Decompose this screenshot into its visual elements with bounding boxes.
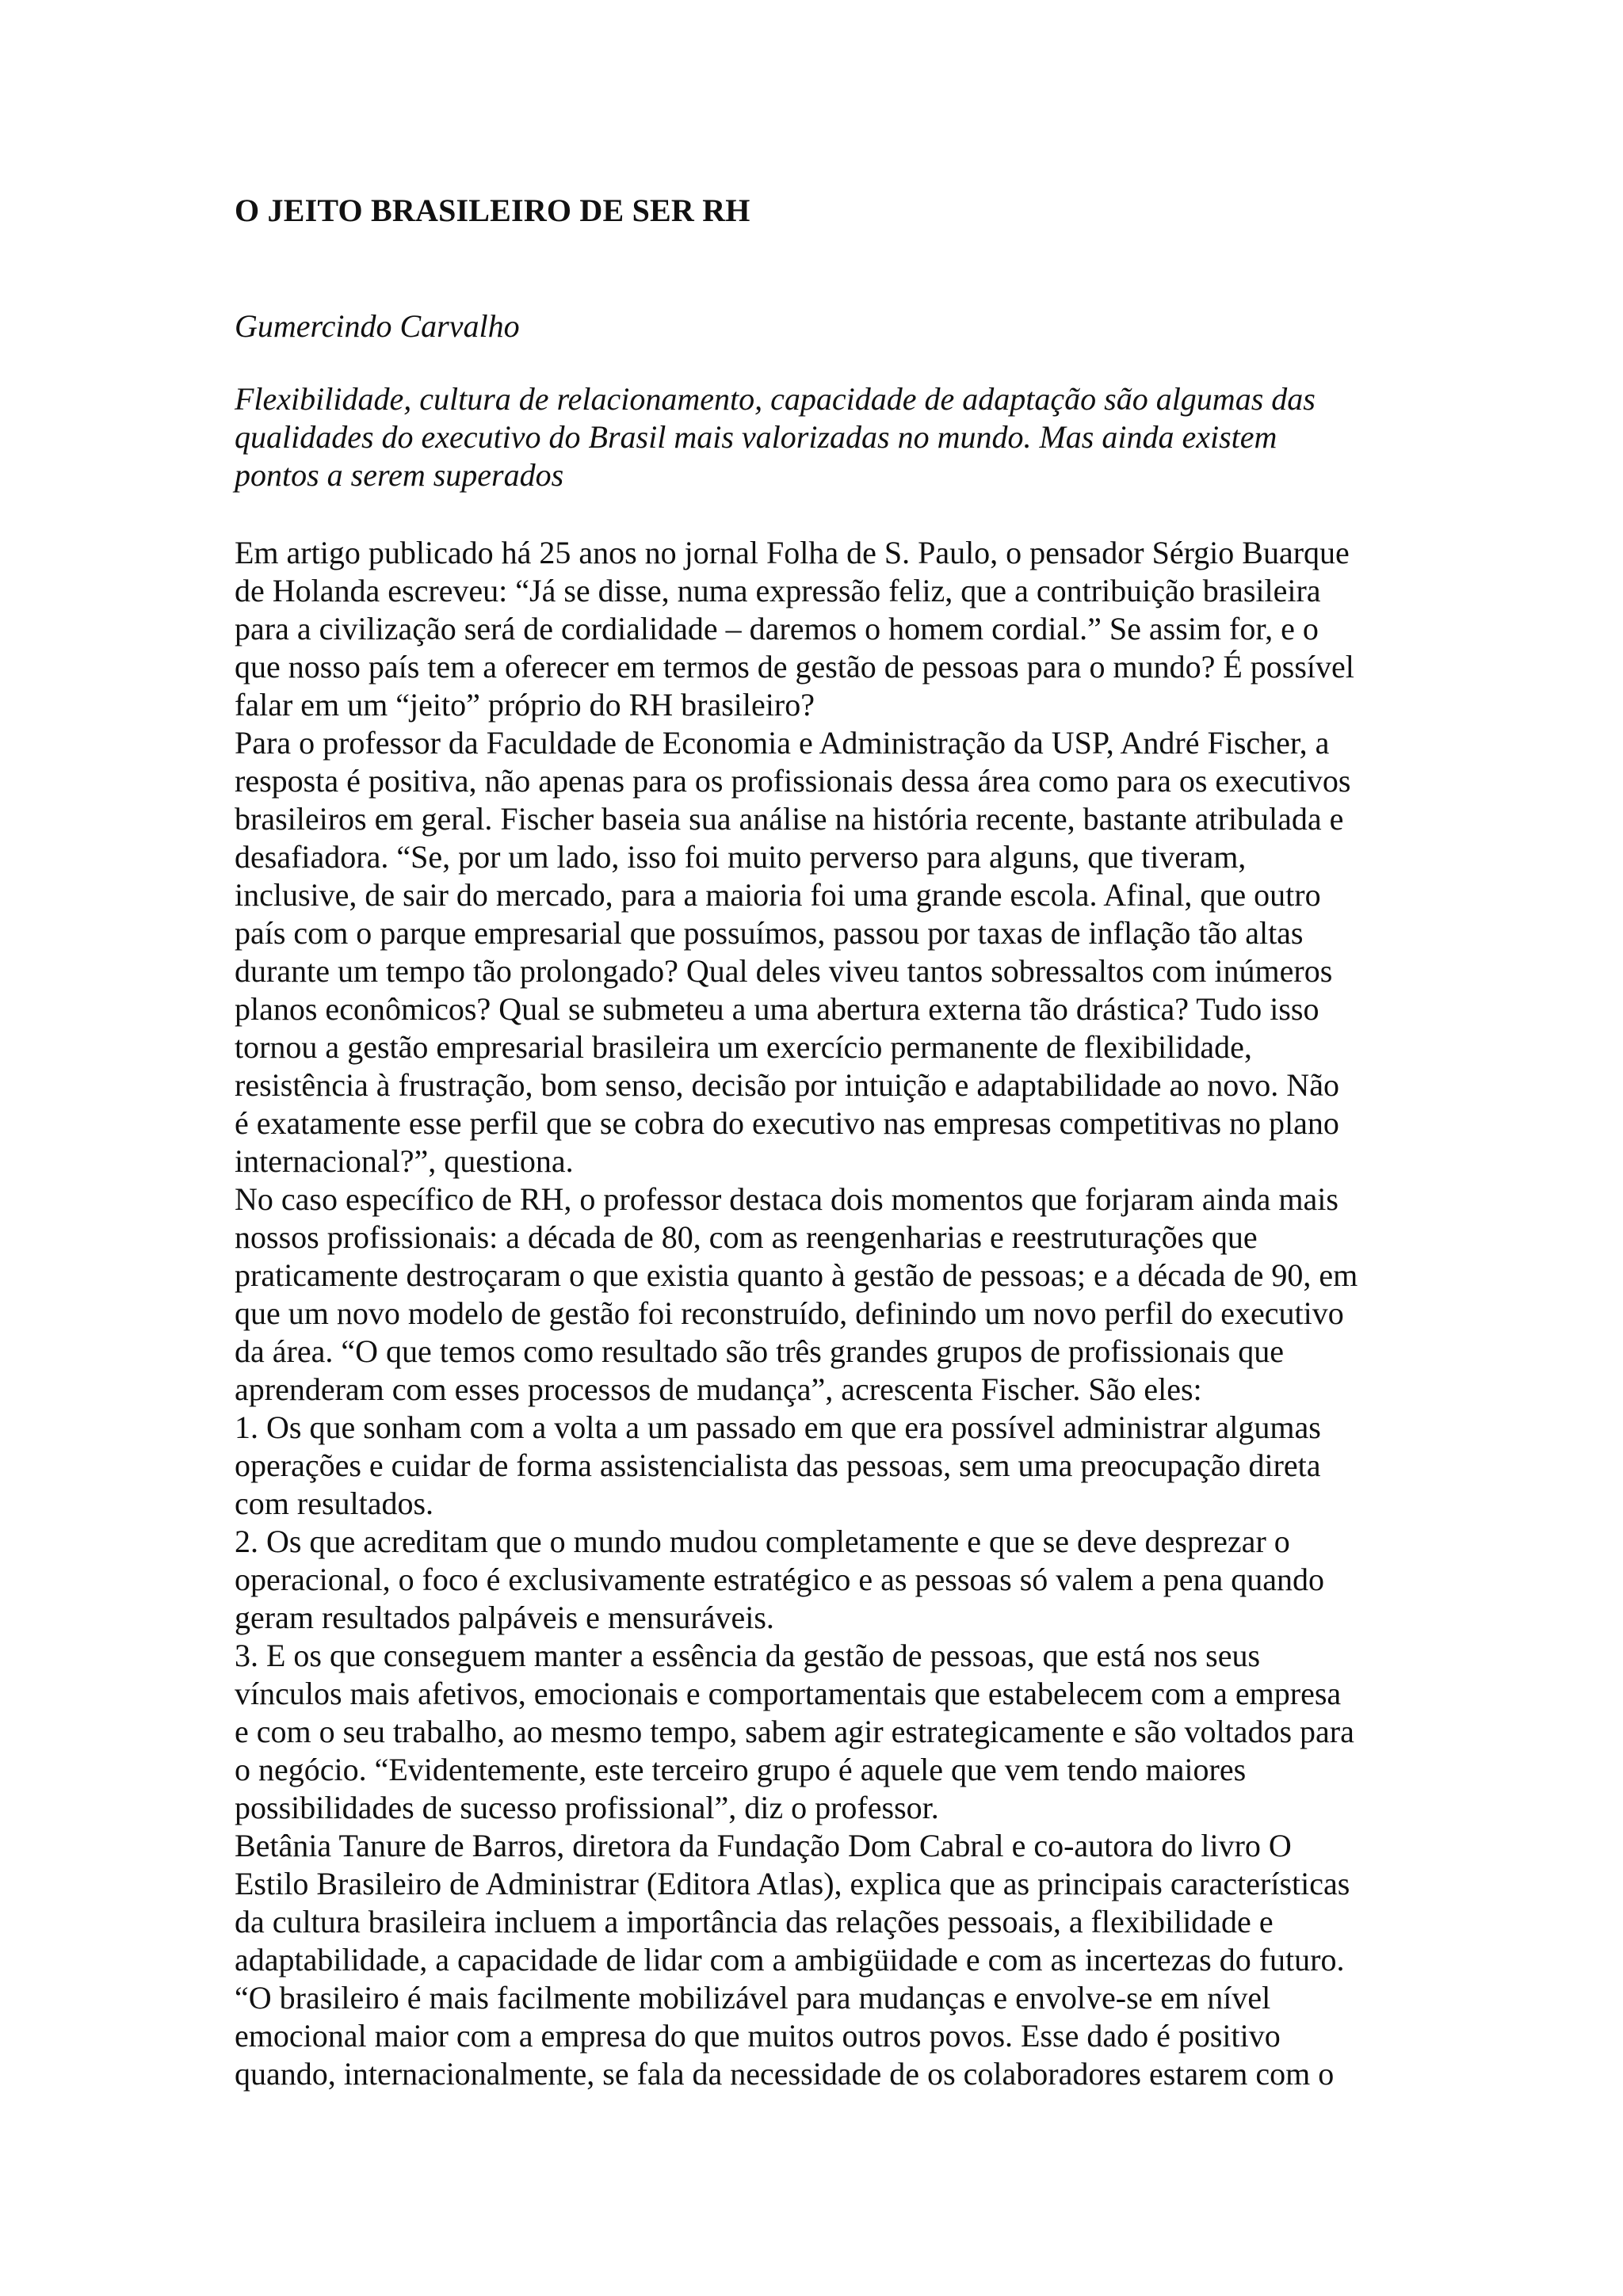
text-line: No caso específico de RH, o professor destaca dois momentos que forjaram ainda mais xyxy=(235,1181,1338,1217)
text-line: resposta é positiva, não apenas para os profissionais dessa área como para os executivos xyxy=(235,763,1351,799)
text-line: da cultura brasileira incluem a importância das relações pessoais, a flexibilidade e xyxy=(235,1904,1274,1939)
paragraph-intro xyxy=(235,534,1407,724)
text-line: praticamente destroçaram o que existia quanto à gestão de pessoas; e a década de 90, em xyxy=(235,1257,1358,1293)
text-line: quando, internacionalmente, se fala da necessidade de os colaboradores estarem com o xyxy=(235,2056,1335,2092)
text-line: com resultados. xyxy=(235,1486,434,1521)
text-line: inclusive, de sair do mercado, para a maioria foi uma grande escola. Afinal, que outro xyxy=(235,877,1321,913)
text-line: 2. Os que acreditam que o mundo mudou completamente e que se deve desprezar o xyxy=(235,1524,1290,1559)
text-line: país com o parque empresarial que possuímos, passou por taxas de inflação tão altas xyxy=(235,915,1304,951)
text-line: 1. Os que sonham com a volta a um passado em que era possível administrar algumas xyxy=(235,1409,1321,1445)
text-line: possibilidades de sucesso profissional”, diz o professor. xyxy=(235,1790,939,1825)
text-line: nossos profissionais: a década de 80, com as reengenharias e reestruturações que xyxy=(235,1219,1258,1255)
text-line: emocional maior com a empresa do que muitos outros povos. Esse dado é positivo xyxy=(235,2018,1281,2054)
text-line: Em artigo publicado há 25 anos no jornal Folha de S. Paulo, o pensador Sérgio Buarque xyxy=(235,535,1350,570)
text-line: adaptabilidade, a capacidade de lidar com a ambigüidade e com as incertezas do futuro. xyxy=(235,1942,1345,1978)
text-line: desafiadora. “Se, por um lado, isso foi muito perverso para alguns, que tiveram, xyxy=(235,839,1247,875)
text-line: de Holanda escreveu: “Já se disse, numa expressão feliz, que a contribuição brasileira xyxy=(235,573,1321,608)
text-line: Estilo Brasileiro de Administrar (Editora Atlas), explica que as principais características xyxy=(235,1866,1350,1901)
list-item-2 xyxy=(235,1523,1407,1637)
document-title: O JEITO BRASILEIRO DE SER RH xyxy=(235,193,750,228)
list-item-3 xyxy=(235,1637,1407,1827)
text-line: operacional, o foco é exclusivamente estratégico e as pessoas só valem a pena quando xyxy=(235,1562,1325,1597)
text-line: o negócio. “Evidentemente, este terceiro grupo é aquele que vem tendo maiores xyxy=(235,1752,1247,1787)
text-line: tornou a gestão empresarial brasileira um exercício permanente de flexibilidade, xyxy=(235,1029,1252,1065)
text-line: é exatamente esse perfil que se cobra do executivo nas empresas competitivas no plano xyxy=(235,1105,1339,1141)
paragraph-fischer xyxy=(235,724,1407,1180)
text-line: resistência à frustração, bom senso, decisão por intuição e adaptabilidade ao novo. Não xyxy=(235,1067,1339,1103)
text-line: e com o seu trabalho, ao mesmo tempo, sabem agir estrategicamente e são voltados para xyxy=(235,1714,1354,1749)
text-line: que um novo modelo de gestão foi reconstruído, definindo um novo perfil do executivo xyxy=(235,1295,1344,1331)
text-line: “O brasileiro é mais facilmente mobilizável para mudanças e envolve-se em nível xyxy=(235,1980,1271,2016)
text-line: da área. “O que temos como resultado são três grandes grupos de profissionais que xyxy=(235,1333,1285,1369)
text-line: vínculos mais afetivos, emocionais e comportamentais que estabelecem com a empresa xyxy=(235,1676,1342,1711)
text-line: aprenderam com esses processos de mudança”, acrescenta Fischer. São eles: xyxy=(235,1371,1202,1407)
text-line: falar em um “jeito” próprio do RH brasileiro? xyxy=(235,687,815,723)
paragraph-rh-case xyxy=(235,1180,1407,1409)
article-body xyxy=(235,534,1407,2093)
text-line: geram resultados palpáveis e mensuráveis. xyxy=(235,1600,774,1635)
text-line: para a civilização será de cordialidade – daremos o homem cordial.” Se assim for, e o xyxy=(235,611,1319,646)
text-line: operações e cuidar de forma assistencialista das pessoas, sem uma preocupação direta xyxy=(235,1447,1321,1483)
text-line: Betânia Tanure de Barros, diretora da Fundação Dom Cabral e co-autora do livro O xyxy=(235,1828,1292,1863)
document-content xyxy=(235,192,1407,2093)
text-line: 3. E os que conseguem manter a essência da gestão de pessoas, que está nos seus xyxy=(235,1638,1261,1673)
text-line: que nosso país tem a oferecer em termos de gestão de pessoas para o mundo? É possível xyxy=(235,649,1354,685)
lead-paragraph xyxy=(235,380,1407,494)
text-line: brasileiros em geral. Fischer baseia sua análise na história recente, bastante atribulada e xyxy=(235,801,1344,837)
text-line: planos econômicos? Qual se submeteu a uma abertura externa tão drástica? Tudo isso xyxy=(235,991,1319,1027)
text-line: internacional?”, questiona. xyxy=(235,1143,574,1179)
lead-line: pontos a serem superados xyxy=(235,457,564,493)
paragraph-betania xyxy=(235,1827,1407,2093)
list-item-1 xyxy=(235,1409,1407,1523)
text-line: durante um tempo tão prolongado? Qual deles viveu tantos sobressaltos com inúmeros xyxy=(235,953,1333,989)
author-name: Gumercindo Carvalho xyxy=(235,308,520,344)
text-line: Para o professor da Faculdade de Economia e Administração da USP, André Fischer, a xyxy=(235,725,1330,761)
lead-line: Flexibilidade, cultura de relacionamento, capacidade de adaptação são algumas das xyxy=(235,381,1316,417)
lead-line: qualidades do executivo do Brasil mais valorizadas no mundo. Mas ainda existem xyxy=(235,419,1277,455)
